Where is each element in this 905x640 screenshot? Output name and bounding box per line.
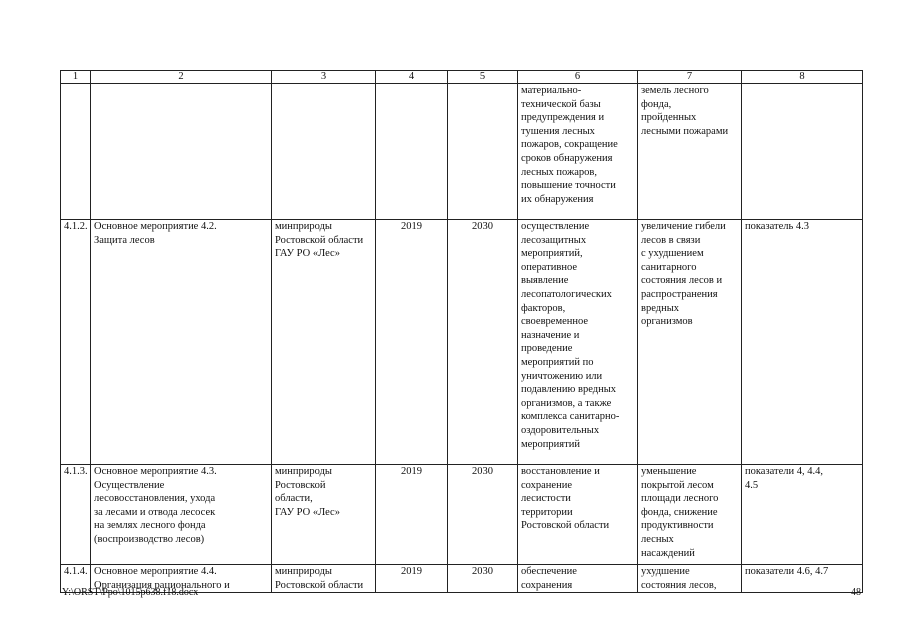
measures-table (60, 70, 863, 593)
column-number-8: 8 (742, 71, 863, 84)
row-number: 4.1.3. (61, 465, 91, 565)
table-row (61, 220, 863, 465)
indicator-link (742, 84, 863, 220)
measure-name: Основное мероприятие 4.3. Осуществление лесовосстановления, ухода за лесами и отвода лесосек на землях лесного фонда (воспроизводство лесов) (91, 465, 272, 565)
start-year (376, 84, 448, 220)
expected-result: обеспечение сохранения (518, 565, 638, 593)
expected-result: осуществление лесозащитных мероприятий, оперативное выявление лесопатологических факторов, своевременное назначение и проведение мероприятий по уничтожению или подавлению вредных организмов, а также комплекса санитарно- оздоровительных мероприятий (518, 220, 638, 465)
measure-name: Основное мероприятие 4.4. Организация рационального и (91, 565, 272, 593)
table-row (61, 84, 863, 220)
responsible-executor: минприроды Ростовской области ГАУ РО «Лес» (272, 220, 376, 465)
column-number-1: 1 (61, 71, 91, 84)
measure-name: Основное мероприятие 4.2. Защита лесов (91, 220, 272, 465)
page-number: 48 (851, 587, 861, 598)
row-number: 4.1.2. (61, 220, 91, 465)
column-number-3: 3 (272, 71, 376, 84)
start-year: 2019 (376, 220, 448, 465)
table-row (61, 465, 863, 565)
column-number-6: 6 (518, 71, 638, 84)
row-number: 4.1.4. (61, 565, 91, 593)
indicator-link: показатель 4.3 (742, 220, 863, 465)
expected-result: восстановление и сохранение лесистости территории Ростовской области (518, 465, 638, 565)
indicator-link: показатели 4.6, 4.7 (742, 565, 863, 593)
start-year: 2019 (376, 565, 448, 593)
end-year: 2030 (448, 565, 518, 593)
column-number-5: 5 (448, 71, 518, 84)
document-file-path: Y:\ORST\Ppo\1015p638.f18.docx (62, 587, 199, 598)
indicator-link: показатели 4, 4.4, 4.5 (742, 465, 863, 565)
non-implementation-consequences: земель лесного фонда, пройденных лесными пожарами (638, 84, 742, 220)
responsible-executor (272, 84, 376, 220)
non-implementation-consequences: уменьшение покрытой лесом площади лесного фонда, снижение продуктивности лесных насаждений (638, 465, 742, 565)
column-number-2: 2 (91, 71, 272, 84)
row-number (61, 84, 91, 220)
table-header-row (61, 71, 863, 84)
responsible-executor: минприроды Ростовской области (272, 565, 376, 593)
column-number-4: 4 (376, 71, 448, 84)
end-year: 2030 (448, 465, 518, 565)
end-year: 2030 (448, 220, 518, 465)
column-number-7: 7 (638, 71, 742, 84)
expected-result: материально- технической базы предупреждения и тушения лесных пожаров, сокращение сроков обнаружения лесных пожаров, повышение точности их обнаружения (518, 84, 638, 220)
non-implementation-consequences: увеличение гибели лесов в связи с ухудшением санитарного состояния лесов и распространения вредных организмов (638, 220, 742, 465)
measure-name (91, 84, 272, 220)
start-year: 2019 (376, 465, 448, 565)
end-year (448, 84, 518, 220)
responsible-executor: минприроды Ростовской области, ГАУ РО «Лес» (272, 465, 376, 565)
non-implementation-consequences: ухудшение состояния лесов, (638, 565, 742, 593)
